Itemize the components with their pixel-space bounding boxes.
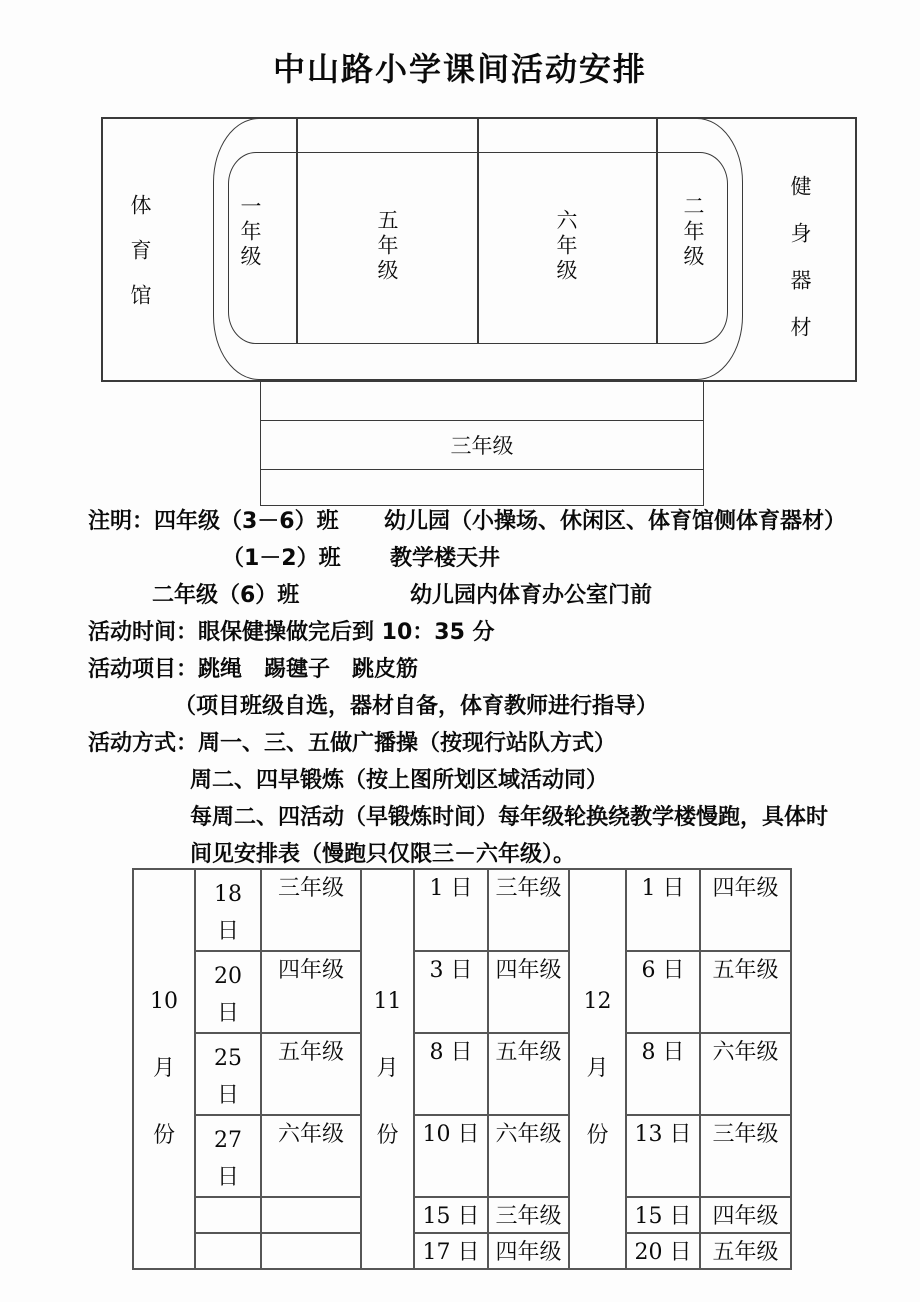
date-cell: 20 日 [626,1233,700,1269]
date-text: 27 日 [214,1128,242,1190]
note-remark-left: 注明：四年级（3－6）班 [88,509,339,534]
month-char: 月 [376,1056,399,1081]
note-activity-mode-1: 活动方式：周一、三、五做广播操（按现行站队方式） [88,731,617,756]
zone-grade6-label: 六年级 [554,209,578,284]
date-cell: 1 日 [414,869,488,951]
date-cell: 8 日 [414,1033,488,1115]
grade-cell-empty [261,1197,361,1233]
zone-divider-line-1 [296,117,298,343]
month-cell-december [569,869,626,1269]
grade-cell: 五年级 [488,1033,569,1115]
grade-cell: 五年级 [700,1233,791,1269]
date-cell [195,1033,261,1115]
gymnasium-label: 体育馆 [128,194,152,329]
zone-divider-line-2 [477,117,479,343]
grade-cell: 四年级 [488,1233,569,1269]
grade-cell: 三年级 [488,869,569,951]
month-number: 12 [583,989,612,1014]
grade-cell: 三年级 [261,869,361,951]
date-cell: 15 日 [414,1197,488,1233]
grade-cell: 六年级 [700,1033,791,1115]
date-cell: 10 日 [414,1115,488,1197]
grade-cell: 六年级 [488,1115,569,1197]
note-class12-right: 教学楼天井 [390,546,501,571]
date-cell [195,869,261,951]
date-cell: 3 日 [414,951,488,1033]
month-suffix: 份 [376,1123,399,1148]
date-text: 18 日 [214,882,242,944]
grade-cell: 四年级 [488,951,569,1033]
date-cell [195,951,261,1033]
month-char: 月 [586,1056,609,1081]
grade-cell: 四年级 [700,869,791,951]
date-text: 20 日 [214,964,242,1026]
jogging-schedule-table [132,868,792,1270]
note-activity-items: 活动项目：跳绳 踢毽子 跳皮筋 [88,657,419,682]
zone-grade2-label: 二年级 [681,195,705,270]
date-cell: 6 日 [626,951,700,1033]
date-cell-empty [195,1197,261,1233]
grade-cell: 四年级 [261,951,361,1033]
note-grade2-left: 二年级（6）班 [152,583,300,608]
grade-cell: 四年级 [700,1197,791,1233]
month-char: 月 [152,1056,175,1081]
note-remark-right: 幼儿园（小操场、休闲区、体育馆侧体育器材） [384,509,847,534]
note-activity-mode-2: 周二、四早锻炼（按上图所划区域活动同） [190,768,609,793]
month-suffix: 份 [152,1123,175,1148]
month-number: 10 [150,989,178,1014]
date-cell: 17 日 [414,1233,488,1269]
date-text: 25 日 [214,1046,242,1108]
date-cell: 13 日 [626,1115,700,1197]
grade-cell-empty [261,1233,361,1269]
note-activity-mode-4: 间见安排表（慢跑只仅限三－六年级）。 [190,842,576,867]
grade-cell: 三年级 [488,1197,569,1233]
zone-grade1-label: 一年级 [238,195,262,270]
month-suffix: 份 [586,1123,609,1148]
grade-cell: 五年级 [261,1033,361,1115]
bottom-zone-box [260,380,704,506]
grade-cell: 三年级 [700,1115,791,1197]
grade-cell: 五年级 [700,951,791,1033]
month-number: 11 [373,989,402,1014]
page-title: 中山路小学课间活动安排 [272,50,647,88]
bottom-zone-grade3-label: 三年级 [261,421,703,470]
date-cell: 15 日 [626,1197,700,1233]
date-cell: 1 日 [626,869,700,951]
fitness-equipment-label: 健身器材 [788,175,812,363]
note-activity-mode-3: 每周二、四活动（早锻炼时间）每年级轮换绕教学楼慢跑，具体时 [190,805,829,830]
note-class12-left: （1－2）班 [222,546,341,571]
bottom-zone-empty-row-top [261,380,703,421]
note-activity-time: 活动时间：眼保健操做完后到 10：35 分 [88,620,495,645]
date-cell-empty [195,1233,261,1269]
note-grade2-right: 幼儿园内体育办公室门前 [410,583,653,608]
date-cell [195,1115,261,1197]
grade-cell: 六年级 [261,1115,361,1197]
note-items-detail: （项目班级自选，器材自备，体育教师进行指导） [174,694,659,719]
month-cell-november [361,869,414,1269]
date-cell: 8 日 [626,1033,700,1115]
zone-divider-line-3 [656,117,658,343]
zone-grade5-label: 五年级 [375,209,399,284]
month-cell-october [133,869,195,1269]
